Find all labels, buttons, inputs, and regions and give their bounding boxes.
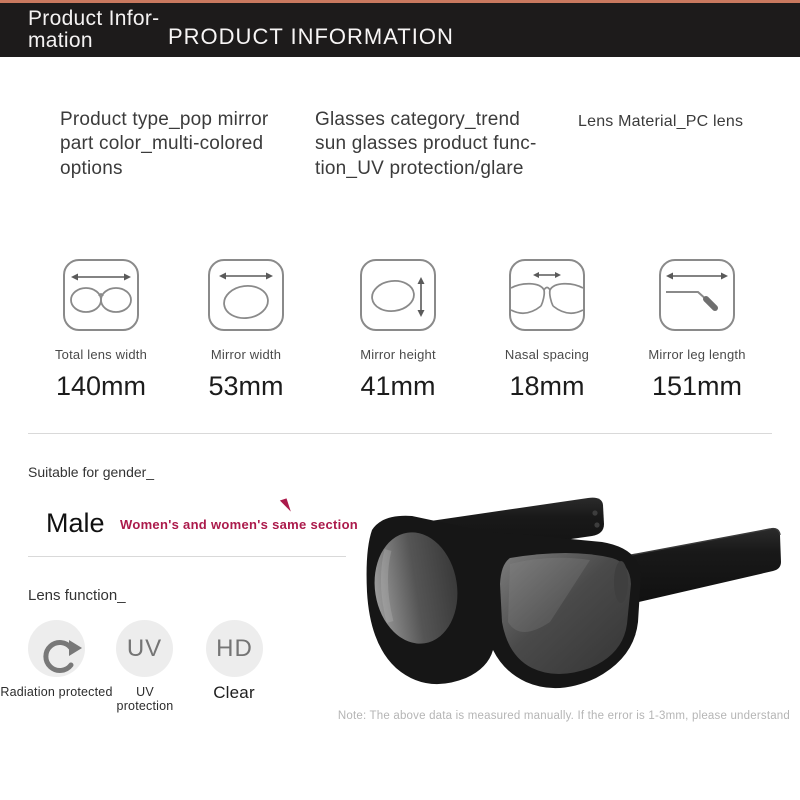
note-text: Note: The above data is measured manually. If the error is 1-3mm, please understand bbox=[337, 710, 790, 722]
intro-glasses-category: Glasses category_trend sun glasses product func-tion_UV protection/glare bbox=[315, 109, 537, 179]
gender-secondary-value: Women's and women's same section bbox=[120, 517, 359, 532]
measurement-value: 140mm bbox=[55, 371, 147, 401]
lens-function-radiation bbox=[28, 620, 85, 677]
separator-line bbox=[28, 433, 772, 434]
measurement-mirror-height bbox=[333, 258, 463, 402]
total-lens-width-icon bbox=[62, 258, 140, 332]
sunglasses-illustration bbox=[350, 472, 800, 707]
measurement-mirror-leg-length bbox=[632, 258, 762, 402]
intro-lens-material: Lens Material_PC lens bbox=[578, 113, 744, 130]
measurement-value: 151mm bbox=[651, 371, 743, 401]
uv-glyph: UV bbox=[126, 634, 163, 662]
sunglasses-product-image bbox=[350, 472, 800, 707]
lens-function-uv bbox=[116, 620, 173, 677]
page-title: PRODUCT INFORMATION bbox=[168, 24, 454, 49]
measurement-mirror-width bbox=[181, 258, 311, 402]
gender-primary-value: Male bbox=[46, 508, 105, 538]
gender-section-label: Suitable for gender_ bbox=[28, 464, 155, 480]
lens-function-caption: Radiation protected bbox=[0, 685, 113, 699]
hd-glyph: HD bbox=[216, 634, 253, 662]
measurement-nasal-spacing bbox=[482, 258, 612, 402]
brush-arrow-icon bbox=[274, 498, 291, 515]
temple-band bbox=[626, 529, 781, 605]
header-side-title-line2: mation bbox=[28, 29, 93, 53]
header-bar bbox=[0, 0, 800, 57]
header-side-title-line1: Product Infor- bbox=[28, 7, 160, 30]
header-side-title bbox=[28, 8, 178, 53]
measurement-value: 41mm bbox=[360, 371, 436, 401]
measurement-total-lens-width bbox=[36, 258, 166, 402]
measurement-label: Mirror leg length bbox=[648, 347, 746, 362]
measurement-label: Mirror width bbox=[210, 347, 282, 362]
measurement-value: 18mm bbox=[509, 371, 585, 401]
lens-function-caption: UV protection bbox=[116, 685, 174, 713]
measurement-label: Mirror height bbox=[360, 347, 436, 362]
lens-function-hd bbox=[206, 620, 263, 677]
nasal-spacing-icon bbox=[508, 258, 586, 332]
measurement-label: Total lens width bbox=[54, 347, 148, 362]
redo-arrow-icon bbox=[29, 621, 85, 677]
intro-product-type: Product type_pop mirror part color_multi-colored options bbox=[60, 109, 269, 179]
clasp bbox=[614, 561, 628, 603]
mirror-width-icon bbox=[207, 258, 285, 332]
separator-line bbox=[28, 556, 346, 557]
measurement-label: Nasal spacing bbox=[504, 347, 590, 362]
mirror-height-icon bbox=[359, 258, 437, 332]
lens-function-label: Lens function_ bbox=[28, 587, 126, 604]
mirror-leg-length-icon bbox=[658, 258, 736, 332]
measurement-value: 53mm bbox=[208, 371, 284, 401]
lens-function-caption: Clear bbox=[213, 683, 255, 702]
